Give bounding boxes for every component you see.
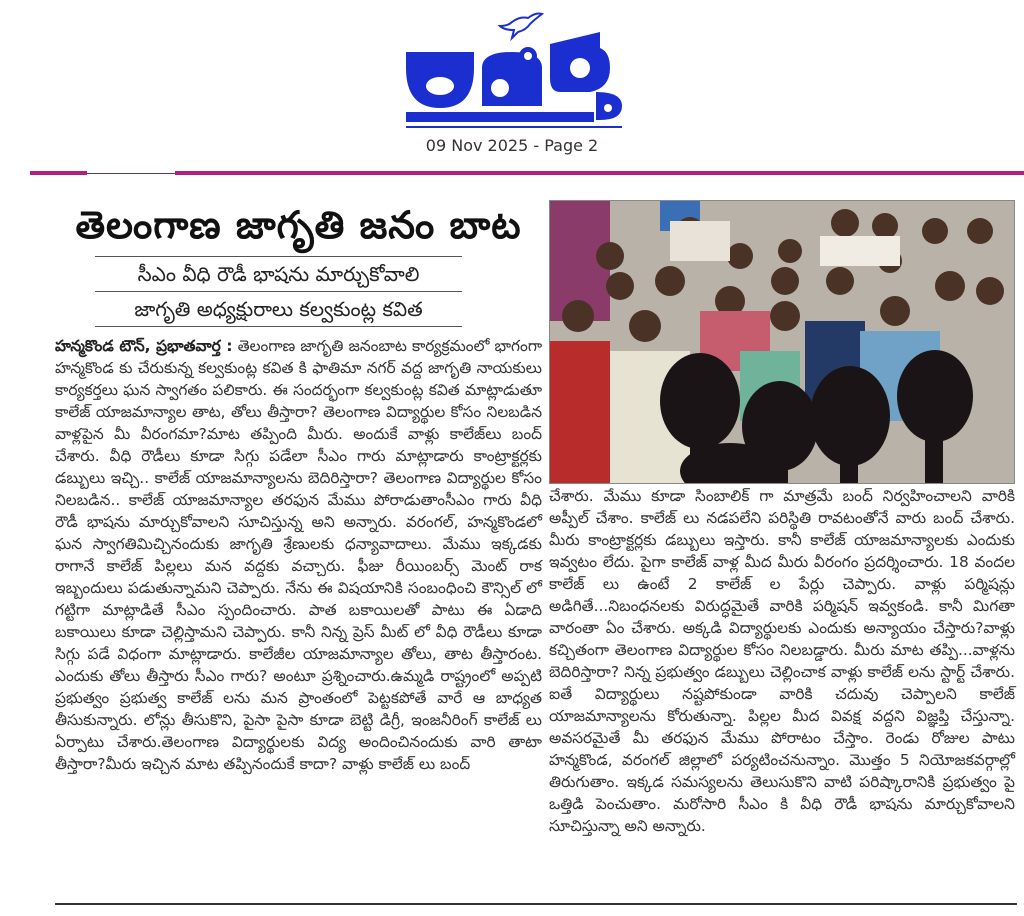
masthead <box>0 0 1024 170</box>
subheads <box>55 256 542 327</box>
crowd-photo-icon <box>550 201 1014 483</box>
article-photo <box>549 200 1015 484</box>
divider-thin-segment <box>87 173 175 174</box>
body-text-left: తెలంగాణ జాగృతి జనంబాట కార్యక్రమంలో భాగంగా హన్మకొండ కు చేరుకున్న కల్వకుంట్ల కవిత కి ఫాతిమా నగర్ వద్ద జాగృతి నాయకులు కార్యకర్తలు ఘన స్వాగతం పలికారు. ఈ సందర్భంగా కల్వకుంట్ల కవిత మాట్లాడుతూ కాలేజ్ యాజమాన్యాల తాట, తోలు తీస్తారా? తెలంగాణ విద్యార్థుల కోసం నిలబడిన వాళ్లపైన మీ వీరంగమా?మాట తప్పింది మీరు. అందుకే వాళ్లు కాలేజ్‌లు బంద్ చేశారు. వీధి రౌడీలు కూడా సిగ్గు పడేలా సీఎం గారు మాట్లాడారు కాంట్రాక్టర్లకు డబ్బులు ఇచ్చి.. కాలేజ్ యాజమాన్యాలను బెదిరిస్తారా? తెలంగాణ విద్యార్థుల కోసం నిలబడిన.. కాలేజ్ యాజమాన్యాల తరఫున మేము పోరాడుతాంసీఎం గారు వీధి రౌడీ భాషను మార్చుకోవాలని సూచిస్తున్న అని అన్నారు. వరంగల్, హన్మకొండలో ఘన స్వాగతిమిచ్చినందుకు జాగృతి శ్రేణులకు ధన్యావాదాలు. మేము ఇక్కడకు రాగానే కాలేజ్ పిల్లలు మన వద్దకు వచ్చారు. ఫీజు రీయింబర్స్ మెంట్ రాక ఇబ్బందులు పడుతున్నామని చెప్పారు. నేను ఈ విషయానికి సంబంధించి కౌన్సిల్ లో గట్టిగా మాట్లాడితే సీఎం స్పందించారు. పాత బకాయిలతో పాటు ఈ ఏడాది బకాయిలు కూడా చెల్లిస్తామని చెప్పారు. కానీ నిన్న ప్రెస్ మీట్ లో వీధి రౌడీలు కూడా సిగ్గు పడే విధంగా మాట్లాడారు. కాలేజీల యాజమాన్యాల తోలు, తాట తీస్తారంట. ఎందుకు తోలు తీస్తారు సీఎం గారు? అంటూ ప్రశ్నించారు.ఉమ్మడి రాష్ట్రంలో అప్పటి ప్రభుత్వం ప్రభుత్వ కాలేజ్ లను మన ప్రాంతంలో పెట్టకపోతే వారే ఆ బాధ్యత తీసుకున్నారు. లోన్లు తీసుకొని, పైసా పైసా కూడా బెట్టి డిగ్రీ, ఇంజనీరింగ్ కాలేజ్ లు ఏర్పాటు చేశారు.తెలంగాణ విద్యార్థులకు విద్య అందించినందుకు వారి తాటా తీస్తారా?మీరు ఇచ్చిన మాట తప్పినందుకే కాదా? వాళ్లు కాలేజ్ లు బంద్ <box>55 337 543 773</box>
article-left-column <box>55 200 542 775</box>
article-right-column <box>549 485 1015 837</box>
subhead-1: సీఎం వీధి రౌడీ భాషను మార్చుకోవాలి <box>95 256 462 291</box>
newspaper-logo <box>400 8 630 128</box>
edition-date-page: 09 Nov 2025 - Page 2 <box>425 136 599 155</box>
footer-divider <box>55 903 1017 905</box>
article-body-left <box>55 335 542 775</box>
dateline: హన్మకొండ టౌన్, ప్రభాతవార్త : <box>55 337 233 355</box>
header-divider <box>30 171 1024 175</box>
body-text-right: చేశారు. మేము కూడా సింబాలిక్ గా మాత్రమే బంద్ నిర్వహించాలని వారికి అప్పీల్ చేశాం. కాలేజ్ లు నడపలేని పరిస్థితి రావటంతోనే వారు బంద్ చేశారు. మీరు కాంట్రాక్టర్లకు డబ్బులు ఇస్తారు. కానీ కాలేజ్ యాజమాన్యాలకు ఎందుకు ఇవ్వటం లేదు. పైగా కాలేజ్ వాళ్ల మీద మీరు వీరంగం ప్రదర్శించారు. 18 వందల కాలేజ్ లు ఉంటే 2 కాలేజ్ ల పేర్లు చెప్పారు. వాళ్లు పర్మిషన్లు అడిగితే...నిబంధనలకు విరుద్ధమైతే వారికి పర్మిషన్ ఇవ్వకండి. కానీ మిగతా వారంతా ఏం చేశారు. అక్కడి విద్యార్థులకు ఎందుకు అన్యాయం చేస్తారు?వాళ్లు కచ్చితంగా తెలంగాణ విద్యార్థుల కోసం నిలబడ్డారు. మీరు మాట తప్పి...వాళ్లను బెదిరిస్తారా? నిన్న ప్రభుత్వం డబ్బులు చెల్లించాక వాళ్లు కాలేజ్ లను స్టార్ట్ చేశారు. ఐతే విద్యార్థులు నష్టపోకుండా వారికి చదువు చెప్పాలని కాలేజ్ యాజమాన్యాలను కోరుతున్నా. పిల్లల మీద వివక్ష వద్దని విజ్ఞప్తి చేస్తున్నా. అవసరమైతే మీ తరఫున మేము పోరాటం చేస్తాం. రెండు రోజుల పాటు హన్మకొండ, వరంగల్ జిల్లాలో పర్యటించనున్నాం. మొత్తం 5 నియోజకవర్గాల్లో తిరుగుతాం. ఇక్కడ సమస్యలను తెలుసుకొని వాటి పరిష్కారానికి ప్రభుత్వం పై ఒత్తిడి పెంచుతాం. మరోసారి సీఎం కి వీధి రౌడీ భాషను మార్చుకోవాలని సూచిస్తున్నా అని అన్నారు. <box>549 487 1015 835</box>
vaartha-logo-icon <box>400 8 630 128</box>
article-headline: తెలంగాణ జాగృతి జనం బాట <box>75 203 522 247</box>
subhead-2: జాగృతి అధ్యక్షురాలు కల్వకుంట్ల కవిత <box>95 291 462 327</box>
